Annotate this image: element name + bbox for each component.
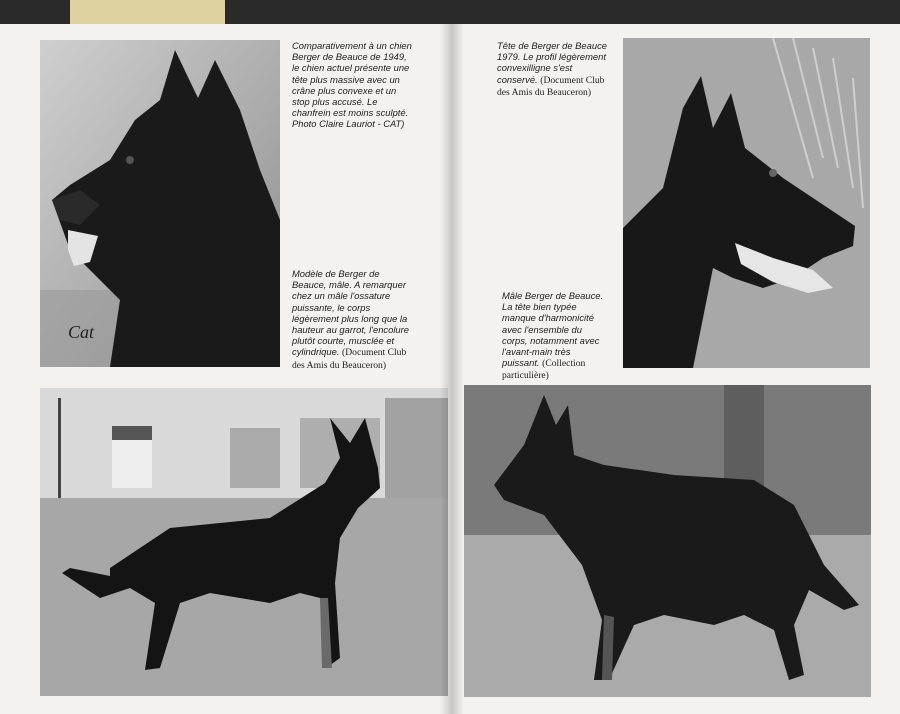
standing-dog-image [40, 388, 448, 696]
caption-head-1979 [497, 40, 607, 98]
caption-beauce-model [292, 268, 414, 371]
caption-body: Comparativement à un chien Berger de Beauce de 1949, le chien actuel présente une tête plus massive avec un crâne plus convexe et un stop plus accusé. Le chanfrein est moins sculpté. [292, 40, 412, 119]
photo-male-beauceron-profile [464, 385, 871, 697]
photo-male-beauceron-standing [40, 388, 448, 696]
caption-body: Tête de Berger de Beauce 1979. Le profil légèrement convexilligne s'est conservé. [497, 40, 607, 85]
photo-dog-head-1949 [40, 40, 280, 367]
caption-credit: (Document Club des Amis du Beauceron) [292, 347, 407, 371]
male-dog-profile-image [464, 385, 871, 697]
photo-dog-head-1979 [623, 38, 870, 368]
caption-body: Mâle Berger de Beauce. La tête bien typée manque d'harmonicité avec l'ensemble du corps, notamment avec l'avant-main très puissant. [502, 290, 604, 369]
caption-credit: (Document Club des Amis du Beauceron) [497, 74, 605, 98]
dog-head-1979-image [623, 38, 870, 368]
caption-credit: (Collection particulière) [502, 358, 586, 382]
caption-dog-1949 [292, 40, 414, 130]
adhesive-tape [70, 0, 225, 26]
photo-signature: Cat [68, 322, 95, 342]
caption-male-beauceron [502, 290, 610, 382]
caption-credit: Photo Claire Lauriot - CAT) [292, 118, 405, 130]
caption-body: Modèle de Berger de Beauce, mâle. A remarquer chez un mâle l'ossature puissante, le corps légèrement plus long que la hauteur au garrot, l'encolure plutôt courte, musclée et cylindrique. [292, 268, 409, 358]
dog-head-image [40, 40, 280, 367]
